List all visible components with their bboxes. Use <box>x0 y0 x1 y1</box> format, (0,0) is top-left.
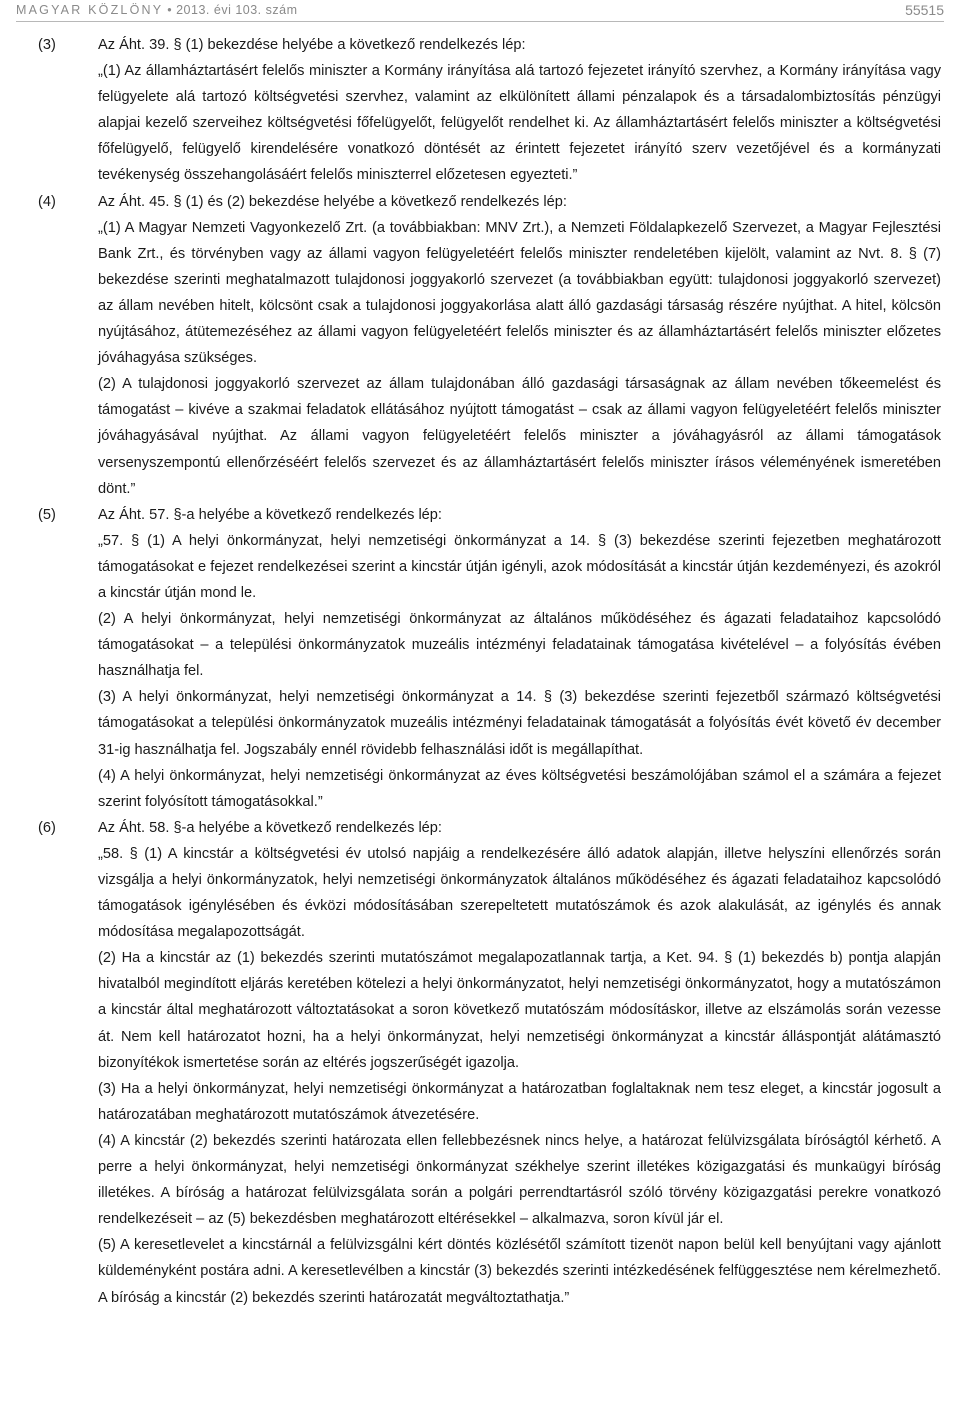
amendment-6 <box>38 815 941 1311</box>
quoted-paragraph: „57. § (1) A helyi önkormányzat, helyi nemzetiségi önkormányzat a 14. § (3) bekezdése szerinti fejezetben meghatározott támogatásokat e fejezet rendelkezései szerint a kincstár útján igényli, azok módosítását a kincstár útján kezdeményezi, és azokról a kincstár útján mond le. <box>98 532 941 601</box>
quoted-paragraph: (2) A helyi önkormányzat, helyi nemzetiségi önkormányzat az általános működéséhez és ágazati feladataihoz kapcsolódó támogatásokat – a települési önkormányzatok muzeális intézményi feladatainak támogatása kivételével – a folyósítás évében használhatja fel. <box>98 611 941 680</box>
item-number: (5) <box>38 506 56 523</box>
amendment-5 <box>38 502 941 815</box>
item-intro: Az Áht. 58. §-a helyébe a következő rendelkezés lép: <box>98 819 442 836</box>
item-number: (3) <box>38 37 56 53</box>
item-intro: Az Áht. 45. § (1) és (2) bekezdése helyébe a következő rendelkezés lép: <box>98 193 567 210</box>
quoted-paragraph: (3) A helyi önkormányzat, helyi nemzetiségi önkormányzat a 14. § (3) bekezdése szerinti fejezetből származó költségvetési támogatásokat a települési önkormányzatok muzeális intézményi feladatainak támogatását a folyósítás évét követő év december 31-ig használhatja fel. Jogszabály ennél rövidebb felhasználási időt is megállapíthat. <box>98 689 941 758</box>
running-head <box>16 3 297 17</box>
quoted-paragraph: „58. § (1) A kincstár a költségvetési év utolsó napjáig a rendelkezésére álló adatok alapján, illetve helyszíni ellenőrzés során vizsgálja a helyi önkormányzatok, helyi nemzetiségi önkormányzatok általános működéséhez és ágazati feladataihoz kapcsolódó támogatások igénylésében és évközi módosításában szerepeltetett mutatószámok és azok alakulását, az igénylés és annak módosítása megalapozottságát. <box>98 845 941 941</box>
page-number: 55515 <box>905 2 944 18</box>
page-header <box>16 0 944 22</box>
item-intro: Az Áht. 57. §-a helyébe a következő rendelkezés lép: <box>98 506 442 523</box>
quoted-paragraph: (4) A helyi önkormányzat, helyi nemzetiségi önkormányzat az éves költségvetési beszámolójában számol el a számára a fejezet szerint folyósított támogatásokkal.” <box>98 767 941 810</box>
header-rule <box>16 21 944 22</box>
quoted-paragraph: „(1) A Magyar Nemzeti Vagyonkezelő Zrt. (a továbbiakban: MNV Zrt.), a Nemzeti Földalapkezelő Szervezet, a Magyar Fejlesztési Bank Zrt., és törvényben vagy az állami vagyon felügyeletéért felelős miniszter rendeletében kijelölt, valamint az Nvt. 8. § (7) bekezdése szerinti meghatalmazott tulajdonosi joggyakorló szervezet (a továbbiakban együtt: tulajdonosi joggyakorló szervezet) az állam nevében hitelt, kölcsönt csak a tulajdonosi joggyakorlása alatt álló gazdasági társaság részére nyújthat. A hitel, kölcsön nyújtásához, átütemezéséhez az állami vagyon felügyeletéért felelős miniszter és az államháztartásért felelős miniszter előzetes jóváhagyása szükséges. <box>98 219 941 367</box>
quoted-paragraph: (2) A tulajdonosi joggyakorló szervezet az állam tulajdonában álló gazdasági társaságnak az állam nevében tőkeemelést és támogatást – kivéve a szakmai feladatok ellátásához nyújtott támogatást – csak az állami vagyon felügyeletéért felelős miniszter jóváhagyásával nyújthat. Az állami vagyon felügyeletéért felelős miniszter a jóváhagyásról az állami támogatások versenyszempontú ellenőrzéséért felelős szervezet és az államháztartásért felelős miniszter írásos véleményének ismeretében dönt.” <box>98 376 941 497</box>
item-number: (6) <box>38 819 56 836</box>
quoted-paragraph: (2) Ha a kincstár az (1) bekezdés szerinti mutatószámot megalapozatlannak tartja, a Ket. 94. § (1) bekezdés b) pontja alapján hivatalból megindított eljárás keretében kötelezi a helyi önkormányzatot, helyi nemzetiségi önkormányzatot, hogy a mutatószámon a kincstár által meghatározott változtatásokat a soron következő mutatószám módosításkor, illetve az elszámolás során vezesse át. Nem kell határozatot hozni, ha a helyi önkormányzat, helyi nemzetiségi önkormányzat a kincstár álláspontját alátámasztó bizonyítékok ismertetése során az eltérés jogszerűségét igazolja. <box>98 950 941 1071</box>
item-number: (4) <box>38 193 56 210</box>
quoted-paragraph: (4) A kincstár (2) bekezdés szerinti határozata ellen fellebbezésnek nincs helye, a határozat felülvizsgálata bíróságtól kérhető. A perre a helyi önkormányzat, helyi nemzetiségi önkormányzat székhelye szerint illetékes közigazgatási és munkaügyi bíróság illetékes. A bíróság a határozat felülvizsgálata során a polgári perrendtartásról szóló törvény közigazgatási perekre vonatkozó rendelkezéseit – az (5) bekezdésben meghatározott eltérésekkel – alkalmazva, soron kívül jár el. <box>98 1132 941 1228</box>
quoted-paragraph: (5) A keresetlevelet a kincstárnál a felülvizsgálni kért döntés közlésétől számított tizenöt napon belül kell benyújtani vagy ajánlott küldeményként postára adni. A keresetlevélben a kincstár (3) bekezdés szerinti intézkedésének felfüggesztése nem kérelmezhető. A bíróság a kincstár (2) bekezdés szerinti határozatát megváltoztathatja.” <box>98 1237 941 1306</box>
journal-title: MAGYAR KÖZLÖNY <box>16 3 164 17</box>
issue-label: 2013. évi 103. szám <box>176 3 298 17</box>
amendment-4 <box>38 189 941 502</box>
quoted-paragraph: (3) Ha a helyi önkormányzat, helyi nemzetiségi önkormányzat a határozatban foglaltaknak nem tesz eleget, a kincstár jogosult a határozatában meghatározott mutatószámok átvezetésére. <box>98 1080 941 1123</box>
document-body <box>38 32 941 1311</box>
item-intro: Az Áht. 39. § (1) bekezdése helyébe a következő rendelkezés lép: <box>98 37 526 53</box>
amendment-3 <box>38 32 941 189</box>
quoted-paragraph: „(1) Az államháztartásért felelős miniszter a Kormány irányítása alá tartozó fejezetet irányító szervhez, a Kormány irányítása vagy felügyelete alá tartozó költségvetési szervhez, valamint az elkülönített állami pénzalapok és a társadalombiztosítás pénzügyi alapjai kezelő szerveihez költségvetési főfelügyelőt, felügyelőt rendelhet ki. Az államháztartásért felelős miniszter a költségvetési főfelügyelő, felügyelő kirendelésére vonatkozó döntését az érintett fejezetet irányító szerv vezetőjével és a kormányzati tevékenység összehangolásáért felelős miniszterrel előzetesen egyezteti.” <box>98 63 941 184</box>
separator-bullet: • <box>167 3 177 17</box>
